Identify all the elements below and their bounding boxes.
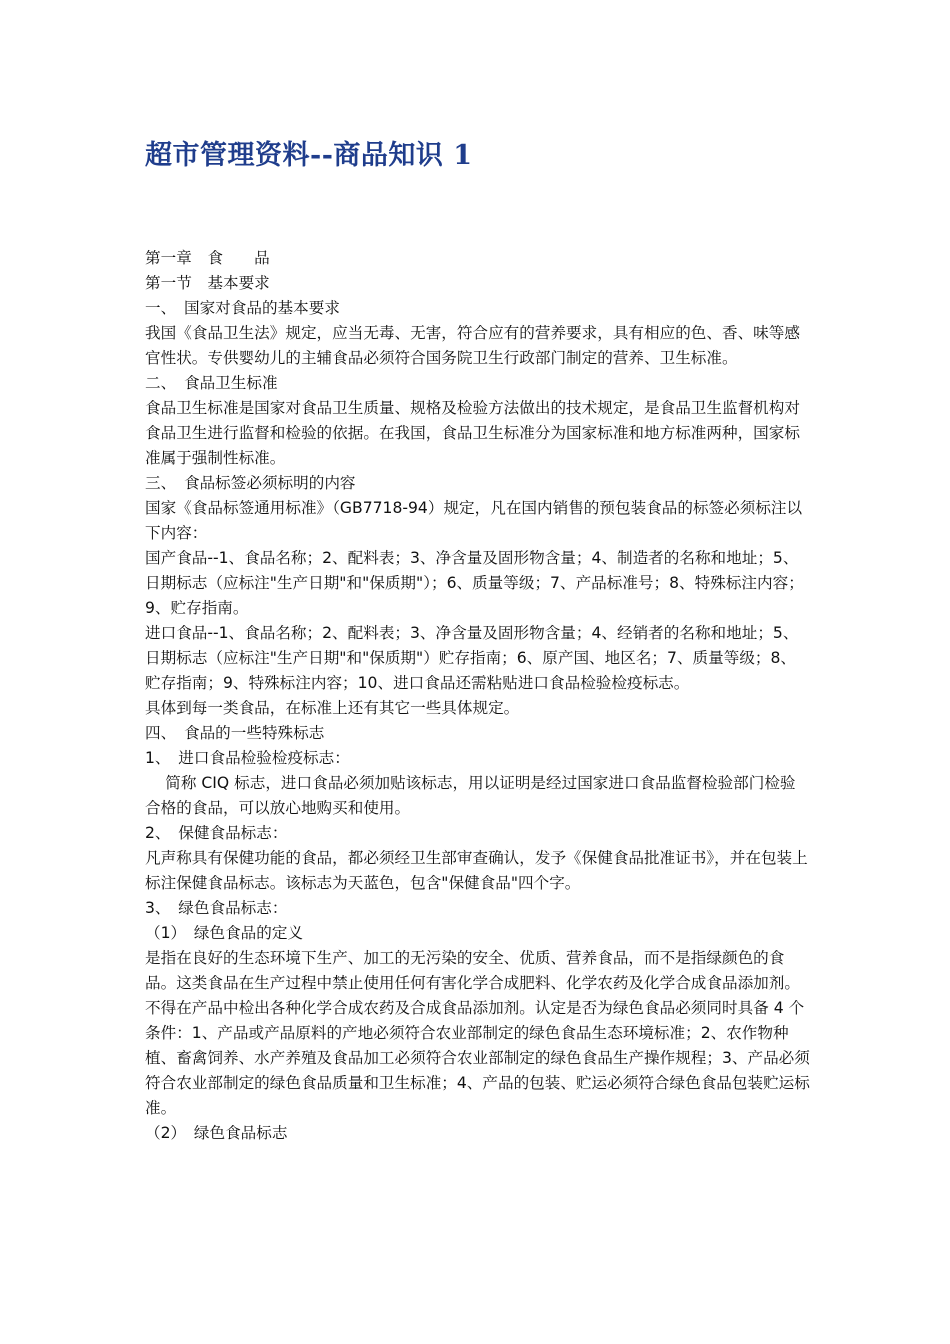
paragraph: 是指在良好的生态环境下生产、加工的无污染的安全、优质、营养食品，而不是指绿颜色的食品。这类食品在生产过程中禁止使用任何有害化学合成肥料、化学农药及化学合成食品添加剂。不得在产品中检出各种化学合成农药及合成食品添加剂。认定是否为绿色食品必须同时具备 4 个条件：1、产品或产品原料的产地必须符合农业部制定的绿色食品生态环境标准；2、农作物种植、畜禽饲养、水产养殖及食品加工必须符合农业部制定的绿色食品生产操作规程；3、产品必须符合农业部制定的绿色食品质量和卫生标准；4、产品的包装、贮运必须符合绿色食品包装贮运标准。 — [145, 949, 810, 1117]
document-body — [145, 246, 810, 1146]
sub-list-heading: （2） 绿色食品标志 — [145, 1124, 288, 1142]
paragraph: 食品卫生标准是国家对食品卫生质量、规格及检验方法做出的技术规定，是食品卫生监督机构对食品卫生进行监督和检验的依据。在我国，食品卫生标准分为国家标准和地方标准两种，国家标准属于强制性标准。 — [145, 399, 800, 467]
paragraph: 具体到每一类食品，在标准上还有其它一些具体规定。 — [145, 699, 520, 717]
list-heading: 3、 绿色食品标志： — [145, 899, 288, 917]
list-heading: 2、 保健食品标志： — [145, 824, 288, 842]
subsection-heading-2: 二、 食品卫生标准 — [145, 374, 278, 392]
paragraph: 我国《食品卫生法》规定，应当无毒、无害，符合应有的营养要求，具有相应的色、香、味等感官性状。专供婴幼儿的主辅食品必须符合国务院卫生行政部门制定的营养、卫生标准。 — [145, 324, 800, 367]
subsection-heading-3: 三、 食品标签必须标明的内容 — [145, 474, 356, 492]
paragraph: 进口食品--1、食品名称；2、配料表；3、净含量及固形物含量；4、经销者的名称和地址；5、日期标志（应标注"生产日期"和"保质期"）贮存指南；6、原产国、地区名；7、质量等级；8、贮存指南；9、特殊标注内容；10、进口食品还需粘贴进口食品检验检疫标志。 — [145, 624, 799, 692]
document-title: 超市管理资料--商品知识 1 — [145, 140, 473, 171]
subsection-heading-1: 一、 国家对食品的基本要求 — [145, 299, 340, 317]
section-heading: 第一节 基本要求 — [145, 274, 270, 292]
paragraph: 国产食品--1、食品名称；2、配料表；3、净含量及固形物含量；4、制造者的名称和地址；5、日期标志（应标注"生产日期"和"保质期"）；6、质量等级；7、产品标准号；8、特殊标注内容；9、贮存指南。 — [145, 549, 804, 617]
subsection-heading-4: 四、 食品的一些特殊标志 — [145, 724, 325, 742]
paragraph: 国家《食品标签通用标准》（GB7718-94）规定，凡在国内销售的预包装食品的标签必须标注以下内容： — [145, 499, 803, 542]
sub-list-heading: （1） 绿色食品的定义 — [145, 924, 304, 942]
paragraph: 凡声称具有保健功能的食品，都必须经卫生部审查确认，发予《保健食品批准证书》，并在包装上标注保健食品标志。该标志为天蓝色，包含"保健食品"四个字。 — [145, 849, 808, 892]
chapter-heading: 第一章 食 品 — [145, 249, 270, 267]
list-heading: 1、 进口食品检验检疫标志： — [145, 749, 350, 767]
paragraph: 简称 CIQ 标志，进口食品必须加贴该标志，用以证明是经过国家进口食品监督检验部门检验合格的食品，可以放心地购买和使用。 — [145, 774, 796, 817]
